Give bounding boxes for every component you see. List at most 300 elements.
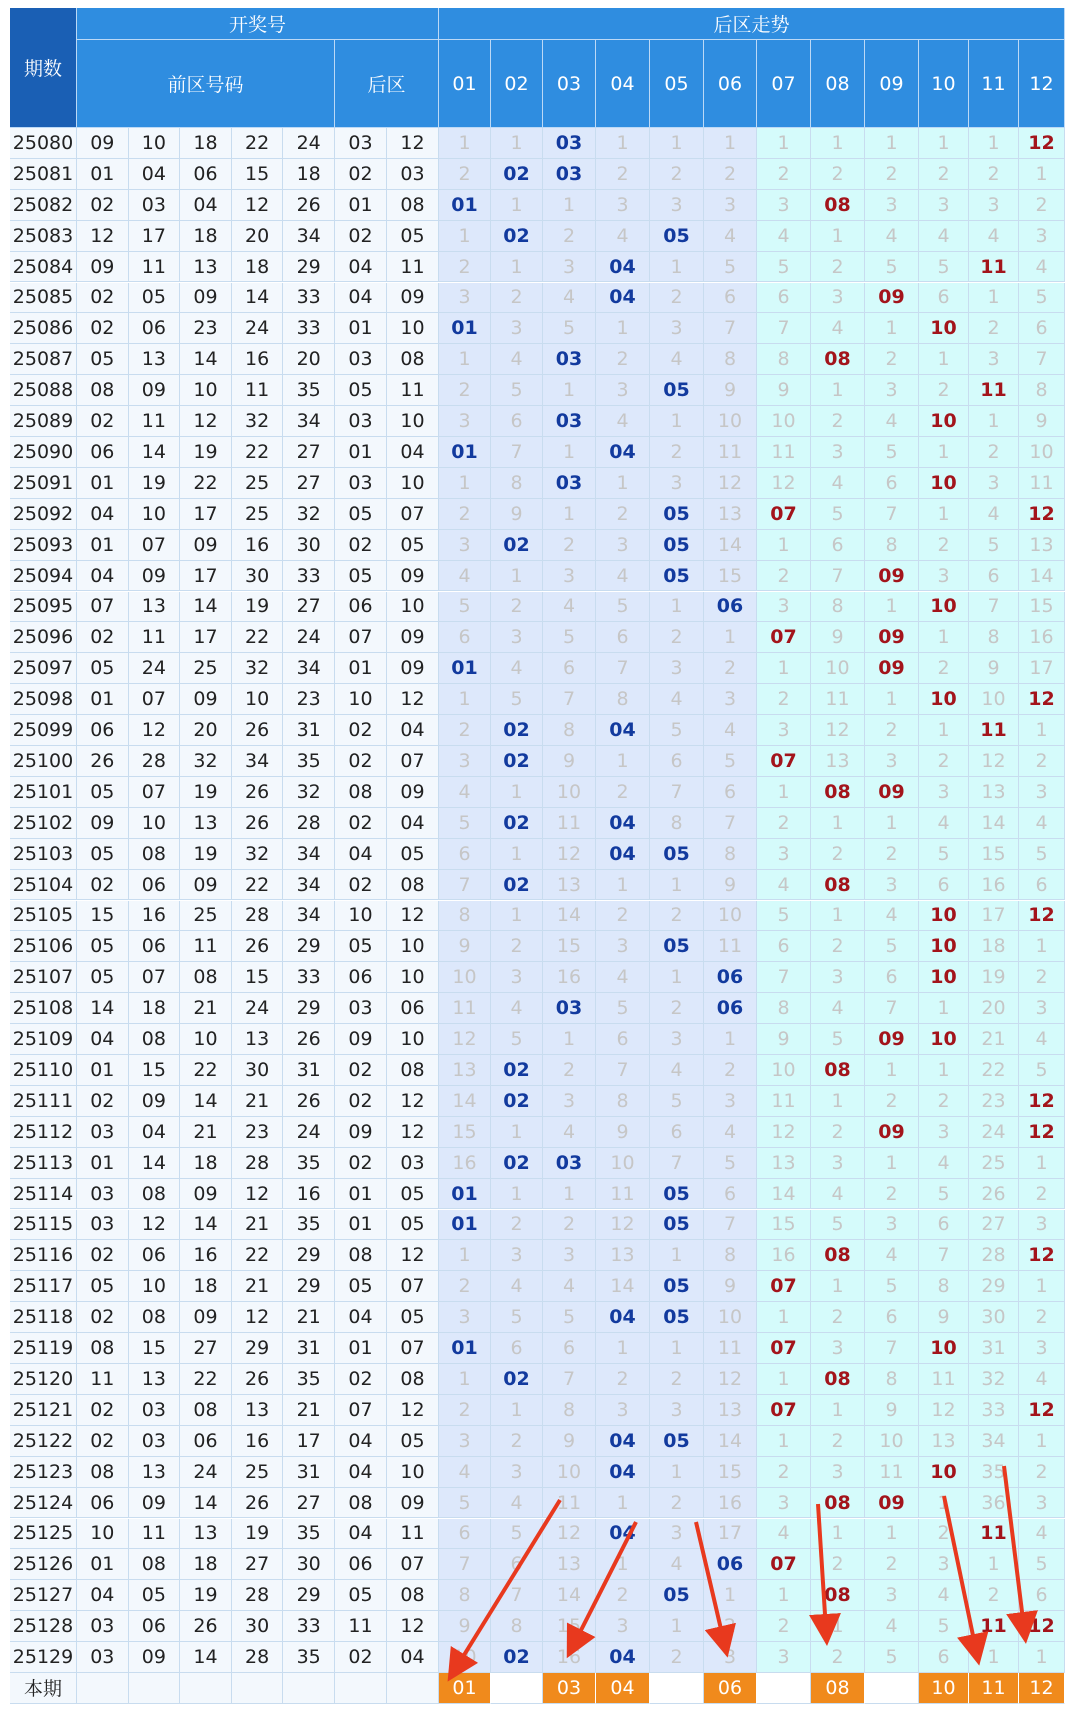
back-number: 07 [335, 622, 387, 653]
front-number: 28 [232, 1148, 284, 1179]
front-number: 08 [129, 1549, 181, 1580]
back-number: 08 [387, 1364, 439, 1395]
trend-miss: 8 [650, 808, 704, 839]
trend-miss: 32 [969, 1364, 1019, 1395]
back-number: 09 [387, 1488, 439, 1519]
trend-miss: 14 [969, 808, 1019, 839]
back-number: 05 [335, 931, 387, 962]
back-number: 10 [387, 1024, 439, 1055]
trend-miss: 7 [491, 1580, 543, 1611]
trend-miss: 3 [865, 1580, 919, 1611]
front-number: 08 [77, 1333, 129, 1364]
trend-miss: 1 [757, 530, 811, 561]
front-number: 32 [232, 839, 284, 870]
front-number: 06 [77, 437, 129, 468]
trend-miss: 1 [491, 1179, 543, 1210]
front-number: 17 [129, 221, 181, 252]
back-number: 09 [387, 653, 439, 684]
trend-miss: 25 [969, 1148, 1019, 1179]
trend-miss: 3 [543, 561, 596, 592]
trend-miss: 2 [596, 777, 650, 808]
front-number: 12 [129, 1210, 181, 1241]
trend-hit: 01 [439, 313, 491, 344]
trend-miss: 14 [543, 1580, 596, 1611]
back-number: 09 [387, 777, 439, 808]
trend-miss: 4 [969, 221, 1019, 252]
trend-miss: 5 [1019, 839, 1065, 870]
back-number: 09 [335, 1024, 387, 1055]
trend-miss: 3 [811, 437, 865, 468]
footer-empty-cell [129, 1673, 181, 1704]
back-number: 12 [387, 1117, 439, 1148]
front-number: 09 [77, 252, 129, 283]
front-number: 18 [180, 1549, 232, 1580]
trend-miss: 1 [811, 1611, 865, 1642]
trend-miss: 4 [491, 993, 543, 1024]
trend-miss: 5 [491, 1024, 543, 1055]
trend-miss: 3 [811, 283, 865, 314]
front-number: 15 [232, 159, 284, 190]
trend-miss: 14 [704, 530, 757, 561]
front-number: 13 [129, 344, 181, 375]
trend-miss: 7 [865, 1333, 919, 1364]
footer-hit-cell: 04 [596, 1673, 650, 1704]
period-cell: 25106 [10, 931, 77, 962]
trend-miss: 6 [543, 1333, 596, 1364]
trend-hit: 02 [491, 1148, 543, 1179]
trend-miss: 1 [439, 1240, 491, 1271]
trend-hit: 11 [969, 252, 1019, 283]
front-number: 24 [129, 653, 181, 684]
trend-miss: 6 [704, 1179, 757, 1210]
front-number: 04 [129, 1117, 181, 1148]
trend-miss: 2 [811, 406, 865, 437]
front-number: 10 [129, 499, 181, 530]
trend-miss: 1 [439, 684, 491, 715]
trend-hit: 04 [596, 437, 650, 468]
back-number: 04 [387, 1642, 439, 1673]
period-cell: 25109 [10, 1024, 77, 1055]
trend-hit: 04 [596, 1302, 650, 1333]
trend-miss: 3 [1019, 221, 1065, 252]
front-number: 35 [283, 1148, 335, 1179]
trend-miss: 4 [543, 1271, 596, 1302]
trend-miss: 6 [757, 931, 811, 962]
front-number: 09 [129, 1488, 181, 1519]
trend-miss: 1 [704, 128, 757, 159]
trend-miss: 7 [757, 313, 811, 344]
trend-hit: 05 [650, 561, 704, 592]
back-number: 01 [335, 1210, 387, 1241]
trend-col-header: 10 [919, 40, 969, 128]
trend-miss: 4 [969, 499, 1019, 530]
trend-miss: 1 [919, 622, 969, 653]
trend-miss: 1 [650, 1333, 704, 1364]
trend-hit: 12 [1019, 1240, 1065, 1271]
period-cell: 25111 [10, 1086, 77, 1117]
front-number: 18 [180, 1271, 232, 1302]
trend-miss: 1 [865, 808, 919, 839]
trend-miss: 3 [650, 1395, 704, 1426]
front-number: 19 [180, 777, 232, 808]
trend-col-header: 12 [1019, 40, 1065, 128]
back-number: 01 [335, 437, 387, 468]
trend-miss: 2 [596, 901, 650, 932]
trend-miss: 3 [543, 1240, 596, 1271]
trend-hit: 08 [811, 1055, 865, 1086]
trend-hit: 12 [1019, 1117, 1065, 1148]
trend-miss: 2 [650, 622, 704, 653]
back-number: 09 [387, 561, 439, 592]
front-number: 24 [283, 128, 335, 159]
front-number: 35 [283, 375, 335, 406]
front-number: 09 [129, 1642, 181, 1673]
front-number: 23 [283, 684, 335, 715]
trend-miss: 2 [543, 530, 596, 561]
trend-miss: 1 [969, 283, 1019, 314]
period-cell: 25090 [10, 437, 77, 468]
front-number: 03 [129, 1426, 181, 1457]
trend-hit: 06 [704, 592, 757, 623]
front-number: 21 [283, 1395, 335, 1426]
trend-hit: 07 [757, 1271, 811, 1302]
trend-miss: 8 [491, 468, 543, 499]
trend-miss: 11 [704, 931, 757, 962]
trend-miss: 10 [704, 1302, 757, 1333]
back-number: 05 [387, 1179, 439, 1210]
trend-miss: 6 [919, 283, 969, 314]
front-number: 02 [77, 1240, 129, 1271]
front-number: 23 [180, 313, 232, 344]
trend-miss: 11 [1019, 468, 1065, 499]
trend-miss: 6 [865, 1302, 919, 1333]
front-number: 26 [283, 1086, 335, 1117]
trend-hit: 04 [596, 252, 650, 283]
trend-hit: 04 [596, 839, 650, 870]
trend-miss: 1 [757, 1580, 811, 1611]
trend-miss: 9 [439, 1611, 491, 1642]
front-number: 31 [283, 1055, 335, 1086]
trend-miss: 2 [865, 839, 919, 870]
front-number: 26 [232, 808, 284, 839]
period-cell: 25113 [10, 1148, 77, 1179]
trend-miss: 1 [811, 128, 865, 159]
trend-miss: 6 [439, 622, 491, 653]
trend-miss: 2 [650, 1488, 704, 1519]
back-number: 04 [335, 283, 387, 314]
trend-miss: 1 [811, 375, 865, 406]
trend-hit: 05 [650, 1271, 704, 1302]
period-cell: 25083 [10, 221, 77, 252]
front-number: 26 [77, 746, 129, 777]
trend-miss: 1 [704, 1024, 757, 1055]
trend-hit: 01 [439, 653, 491, 684]
trend-hit: 10 [919, 1457, 969, 1488]
trend-hit: 03 [543, 344, 596, 375]
trend-hit: 02 [491, 530, 543, 561]
trend-miss: 2 [811, 159, 865, 190]
front-number: 06 [77, 1488, 129, 1519]
trend-miss: 3 [491, 1240, 543, 1271]
trend-miss: 5 [865, 437, 919, 468]
back-number: 08 [387, 1055, 439, 1086]
trend-miss: 5 [1019, 283, 1065, 314]
trend-miss: 5 [439, 1488, 491, 1519]
trend-hit: 02 [491, 1055, 543, 1086]
trend-hit: 05 [650, 1210, 704, 1241]
trend-miss: 4 [491, 653, 543, 684]
trend-miss: 9 [757, 1024, 811, 1055]
trend-miss: 1 [757, 128, 811, 159]
trend-miss: 4 [865, 1611, 919, 1642]
trend-miss: 3 [439, 283, 491, 314]
front-number: 18 [283, 159, 335, 190]
period-cell: 25092 [10, 499, 77, 530]
front-number: 18 [180, 1148, 232, 1179]
trend-miss: 14 [757, 1179, 811, 1210]
front-number: 18 [180, 128, 232, 159]
trend-miss: 4 [919, 1580, 969, 1611]
footer-hit-cell: 01 [439, 1673, 491, 1704]
trend-miss: 3 [865, 746, 919, 777]
trend-miss: 3 [491, 1457, 543, 1488]
trend-miss: 17 [1019, 653, 1065, 684]
trend-miss: 15 [704, 1457, 757, 1488]
trend-miss: 4 [439, 1457, 491, 1488]
trend-miss: 1 [439, 344, 491, 375]
trend-miss: 7 [491, 437, 543, 468]
front-number: 07 [129, 777, 181, 808]
trend-miss: 2 [757, 1611, 811, 1642]
front-number: 10 [77, 1519, 129, 1550]
front-number: 27 [232, 1549, 284, 1580]
trend-hit: 05 [650, 1179, 704, 1210]
trend-miss: 4 [865, 1240, 919, 1271]
trend-miss: 8 [596, 1086, 650, 1117]
front-number: 13 [129, 1457, 181, 1488]
trend-col-header: 06 [704, 40, 757, 128]
front-number: 32 [180, 746, 232, 777]
trend-miss: 1 [491, 1117, 543, 1148]
trend-miss: 4 [811, 313, 865, 344]
trend-miss: 1 [491, 777, 543, 808]
trend-hit: 11 [969, 715, 1019, 746]
trend-miss: 3 [439, 406, 491, 437]
trend-miss: 16 [704, 1488, 757, 1519]
trend-miss: 1 [491, 1395, 543, 1426]
back-number: 05 [387, 839, 439, 870]
front-number: 22 [180, 1364, 232, 1395]
trend-miss: 4 [491, 1271, 543, 1302]
trend-miss: 2 [491, 283, 543, 314]
back-number: 08 [335, 1240, 387, 1271]
period-cell: 25082 [10, 190, 77, 221]
front-number: 35 [283, 746, 335, 777]
front-number: 09 [129, 375, 181, 406]
period-cell: 25094 [10, 561, 77, 592]
trend-miss: 4 [543, 1117, 596, 1148]
front-number: 01 [77, 1549, 129, 1580]
front-number: 18 [180, 221, 232, 252]
back-number: 12 [387, 1611, 439, 1642]
trend-miss: 3 [811, 1333, 865, 1364]
front-number: 26 [232, 1488, 284, 1519]
period-cell: 25125 [10, 1519, 77, 1550]
back-number: 02 [335, 1148, 387, 1179]
trend-miss: 7 [650, 777, 704, 808]
period-cell: 25097 [10, 653, 77, 684]
front-number: 28 [232, 1642, 284, 1673]
trend-miss: 9 [439, 931, 491, 962]
back-number: 10 [387, 962, 439, 993]
front-number: 28 [129, 746, 181, 777]
trend-miss: 3 [491, 313, 543, 344]
front-number: 13 [180, 808, 232, 839]
trend-miss: 15 [543, 931, 596, 962]
period-cell: 25086 [10, 313, 77, 344]
front-number: 05 [77, 839, 129, 870]
trend-miss: 2 [439, 252, 491, 283]
trend-miss: 8 [969, 622, 1019, 653]
front-number: 06 [77, 715, 129, 746]
trend-hit: 09 [865, 653, 919, 684]
trend-hit: 03 [543, 406, 596, 437]
trend-miss: 3 [704, 1642, 757, 1673]
trend-miss: 2 [439, 1395, 491, 1426]
front-number: 21 [180, 993, 232, 1024]
trend-miss: 8 [596, 684, 650, 715]
trend-hit: 04 [596, 715, 650, 746]
front-number: 34 [283, 839, 335, 870]
front-number: 02 [77, 283, 129, 314]
trend-hit: 10 [919, 962, 969, 993]
trend-miss: 2 [1019, 190, 1065, 221]
back-number: 10 [387, 592, 439, 623]
front-number: 05 [77, 344, 129, 375]
back-number: 03 [335, 993, 387, 1024]
trend-miss: 1 [596, 1333, 650, 1364]
trend-miss: 1 [439, 221, 491, 252]
trend-miss: 1 [1019, 1426, 1065, 1457]
trend-miss: 4 [704, 715, 757, 746]
trend-miss: 19 [969, 962, 1019, 993]
trend-miss: 1 [811, 901, 865, 932]
trend-miss: 5 [919, 1179, 969, 1210]
trend-hit: 03 [543, 159, 596, 190]
back-number: 02 [335, 870, 387, 901]
trend-hit: 01 [439, 190, 491, 221]
front-number: 33 [283, 283, 335, 314]
trend-hit: 05 [650, 1426, 704, 1457]
front-number: 14 [180, 1086, 232, 1117]
trend-hit: 03 [543, 1148, 596, 1179]
trend-miss: 1 [757, 653, 811, 684]
front-number: 32 [232, 653, 284, 684]
trend-miss: 7 [543, 1364, 596, 1395]
trend-hit: 10 [919, 1024, 969, 1055]
footer-empty-cell [491, 1673, 543, 1704]
trend-miss: 9 [543, 1426, 596, 1457]
front-number: 13 [180, 252, 232, 283]
front-number: 18 [232, 252, 284, 283]
trend-hit: 05 [650, 931, 704, 962]
trend-miss: 23 [969, 1086, 1019, 1117]
trend-miss: 8 [865, 530, 919, 561]
trend-hit: 12 [1019, 128, 1065, 159]
trend-miss: 4 [811, 1179, 865, 1210]
period-cell: 25110 [10, 1055, 77, 1086]
trend-miss: 2 [439, 159, 491, 190]
trend-hit: 09 [865, 1024, 919, 1055]
trend-hit: 01 [439, 1333, 491, 1364]
period-cell: 25105 [10, 901, 77, 932]
trend-miss: 2 [596, 499, 650, 530]
trend-miss: 3 [757, 1488, 811, 1519]
trend-miss: 11 [543, 1488, 596, 1519]
trend-miss: 2 [543, 221, 596, 252]
trend-miss: 10 [757, 406, 811, 437]
front-number: 07 [129, 530, 181, 561]
front-number: 06 [129, 313, 181, 344]
period-cell: 25104 [10, 870, 77, 901]
back-number: 10 [387, 313, 439, 344]
trend-miss: 10 [596, 1148, 650, 1179]
trend-miss: 3 [757, 839, 811, 870]
trend-hit: 02 [491, 715, 543, 746]
front-number: 12 [232, 190, 284, 221]
trend-miss: 8 [543, 715, 596, 746]
trend-hit: 06 [704, 993, 757, 1024]
trend-miss: 1 [969, 406, 1019, 437]
trend-miss: 3 [543, 1086, 596, 1117]
footer-empty-cell [757, 1673, 811, 1704]
trend-miss: 14 [596, 1271, 650, 1302]
trend-miss: 2 [650, 437, 704, 468]
trend-miss: 2 [439, 715, 491, 746]
trend-miss: 1 [1019, 1148, 1065, 1179]
front-number: 30 [232, 1611, 284, 1642]
trend-miss: 4 [919, 221, 969, 252]
trend-hit: 04 [596, 1642, 650, 1673]
trend-miss: 12 [704, 1364, 757, 1395]
back-number: 12 [387, 684, 439, 715]
front-number: 16 [129, 901, 181, 932]
trend-miss: 15 [757, 1210, 811, 1241]
trend-miss: 2 [865, 1086, 919, 1117]
back-number: 10 [387, 468, 439, 499]
trend-hit: 07 [757, 1549, 811, 1580]
front-number: 04 [77, 499, 129, 530]
front-number: 16 [283, 1179, 335, 1210]
front-number: 09 [129, 1086, 181, 1117]
trend-miss: 1 [650, 252, 704, 283]
back-number: 07 [387, 499, 439, 530]
back-number: 03 [335, 344, 387, 375]
trend-hit: 05 [650, 839, 704, 870]
trend-miss: 1 [969, 1642, 1019, 1673]
front-number: 22 [180, 468, 232, 499]
trend-miss: 6 [969, 561, 1019, 592]
front-number: 30 [283, 530, 335, 561]
trend-miss: 6 [1019, 313, 1065, 344]
trend-header: 后区走势 [439, 8, 1065, 40]
trend-miss: 1 [650, 592, 704, 623]
front-number: 19 [232, 592, 284, 623]
period-cell: 25117 [10, 1271, 77, 1302]
trend-miss: 10 [704, 406, 757, 437]
trend-miss: 10 [543, 1457, 596, 1488]
front-number: 05 [129, 283, 181, 314]
